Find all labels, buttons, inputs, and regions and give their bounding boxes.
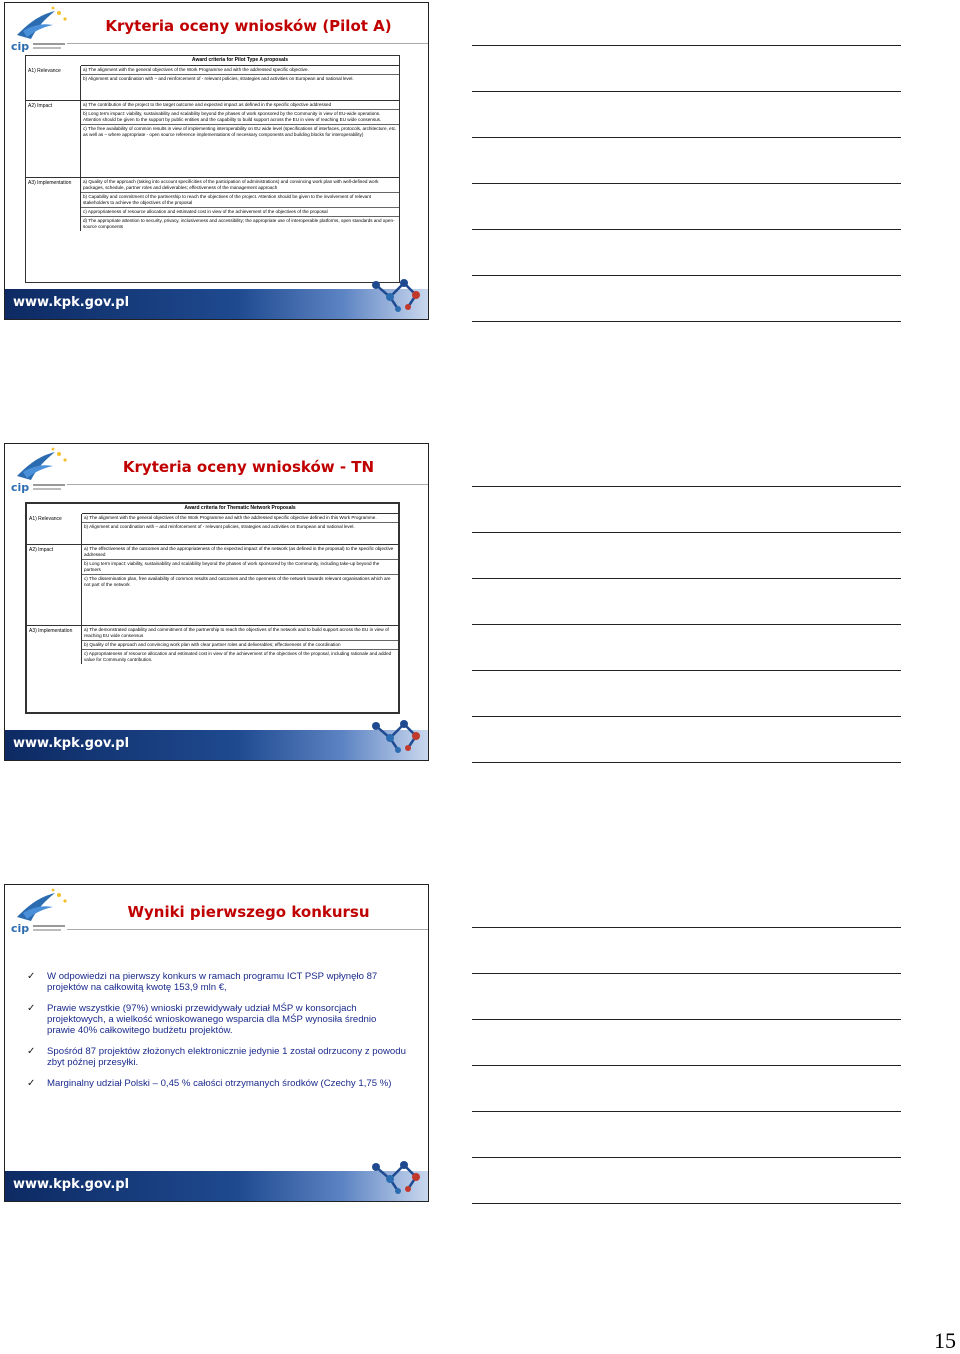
note-line xyxy=(472,670,901,671)
criteria-section-label: A3) Implementation xyxy=(27,626,82,664)
criteria-section xyxy=(27,514,398,545)
criteria-item: b) Capability and commitment of the partnership to reach the objectives of the project. Attention should be given to the involvement of relevant stakeholders to achieve the objectives of the proposal xyxy=(81,193,399,208)
note-line xyxy=(472,624,901,625)
note-line xyxy=(472,91,901,92)
note-line xyxy=(472,137,901,138)
criteria-section-label: A1) Relevance xyxy=(27,514,82,544)
slide-footer xyxy=(5,730,428,760)
note-line xyxy=(472,229,901,230)
note-line xyxy=(472,183,901,184)
svg-text:cip: cip xyxy=(11,40,30,53)
criteria-section xyxy=(27,626,398,664)
criteria-item: a) The alignment with the general objectives of the Work Programme and with the addressed specific objective defined in this Work Programme. xyxy=(82,514,398,523)
check-icon: ✓ xyxy=(27,1046,36,1057)
criteria-section xyxy=(26,101,399,178)
bullet-item xyxy=(27,1003,407,1036)
results-bullet-list xyxy=(27,971,407,1099)
criteria-table-header: Award criteria for Pilot Type A proposals xyxy=(81,56,399,66)
criteria-item: c) The dissemination plan, free availability of common results and outcomes and the openness of the network towards relevant organisations which are not part of the network xyxy=(84,576,391,587)
footer-url[interactable]: www.kpk.gov.pl xyxy=(13,1177,130,1192)
note-line xyxy=(472,1111,901,1112)
criteria-item: c) Appropriateness of resource allocation and estimated cost in view of the achievement of the objectives of the proposal, including rationale and added value for Community contribution. xyxy=(84,651,392,662)
criteria-section-label: A3) Implementation xyxy=(26,178,81,231)
note-line xyxy=(472,1157,901,1158)
criteria-section xyxy=(26,66,399,101)
title-divider xyxy=(67,43,428,44)
criteria-item: b) Alignment and coordination with – and reinforcement of - relevant policies, strategies and activities on European and national level. xyxy=(83,76,354,81)
criteria-table xyxy=(25,55,400,283)
svg-text:cip: cip xyxy=(11,922,30,935)
bullet-text: W odpowiedzi na pierwszy konkurs w ramach programu ICT PSP wpłynęło 87 projektów na całkowitą kwotę 153,9 mln €, xyxy=(47,971,378,993)
criteria-item: a) The contribution of the project to the target outcome and expected impact as defined in the specific objective addressed xyxy=(81,101,399,110)
bullet-text: Prawie wszystkie (97%) wnioski przewidywały udział MŚP w konsorcjach projektowych, a wielkość wnioskowanego wsparcia dla MŚP wynosiła średnio prawie 40% całkowitego budżetu projektów. xyxy=(47,1003,377,1036)
slide-pilot-a xyxy=(4,2,429,320)
title-divider xyxy=(67,484,428,485)
page-number: 15 xyxy=(934,1328,956,1353)
note-line xyxy=(472,532,901,533)
criteria-item: a) The demonstrated capability and commitment of the partnership to reach the objectives of the network and to build support across the EU in view of reaching EU wide consensus xyxy=(82,626,398,641)
criteria-item: b) Alignment and coordination with – and reinforcement of - relevant policies, strategies and activities on European and national level. xyxy=(84,524,355,529)
bullet-text: Marginalny udział Polski – 0,45 % całości otrzymanych środków (Czechy 1,75 %) xyxy=(47,1078,392,1089)
slide-title: Kryteria oceny wniosków (Pilot A) xyxy=(105,17,392,35)
note-line xyxy=(472,321,901,322)
bullet-item xyxy=(27,1078,407,1089)
criteria-item: a) Quality of the approach (taking into account specificities of the participation of administrations) and convincing work plan with well-defined work packages, schedule, partner roles and deliverables; effectiveness of the management approach xyxy=(81,178,399,193)
note-line xyxy=(472,275,901,276)
note-line xyxy=(472,762,901,763)
note-line xyxy=(472,1019,901,1020)
criteria-item: b) Long term impact: viability, sustainability and scalability beyond the phases of work sponsored by the Community in view of EU-wide operations. Attention should be given to the support by public entities and the capability to build support across the EU in view of reaching EU wide consensus. xyxy=(81,110,399,125)
note-line xyxy=(472,1203,901,1204)
criteria-section xyxy=(26,178,399,231)
note-line xyxy=(472,973,901,974)
criteria-item: c) Appropriateness of resource allocation and estimated cost in view of the achievement of the objectives of the proposal xyxy=(81,208,399,217)
title-divider xyxy=(67,929,428,930)
note-line xyxy=(472,927,901,928)
note-line xyxy=(472,716,901,717)
slide-footer xyxy=(5,1171,428,1201)
check-icon: ✓ xyxy=(27,1078,36,1089)
footer-url[interactable]: www.kpk.gov.pl xyxy=(13,295,130,310)
criteria-section-label: A1) Relevance xyxy=(26,66,81,100)
criteria-section xyxy=(27,545,398,626)
criteria-item: c) The free availability of common results in view of implementing interoperability on EU wide level (specifications of interfaces, protocols, architecture, etc. as well as – where appropriate - open source reference implementations of necessary components and building blocks for interoperability) xyxy=(83,126,397,137)
bullet-item xyxy=(27,971,407,993)
molecule-network-icon xyxy=(368,1157,428,1197)
criteria-item: a) The alignment with the general objectives of the Work Programme and with the addressed specific objective. xyxy=(81,66,399,75)
criteria-item: a) The effectiveness of the outcomes and the appropriateness of the expected impact of the network (as defined in the proposal) to the specific objective addressed xyxy=(82,545,398,560)
check-icon: ✓ xyxy=(27,971,36,982)
slide-first-call-results xyxy=(4,884,429,1202)
note-line xyxy=(472,45,901,46)
note-line xyxy=(472,486,901,487)
criteria-table-header: Award criteria for Thematic Network Proposals xyxy=(82,504,398,514)
molecule-network-icon xyxy=(368,716,428,756)
molecule-network-icon xyxy=(368,275,428,315)
cip-logo-icon xyxy=(9,446,71,496)
slide-thematic-network xyxy=(4,443,429,761)
criteria-section-label: A2) Impact xyxy=(26,101,81,177)
slide-footer xyxy=(5,289,428,319)
cip-logo-icon xyxy=(9,5,71,55)
slide-title: Wyniki pierwszego konkursu xyxy=(127,903,370,921)
bullet-item xyxy=(27,1046,407,1068)
svg-text:cip: cip xyxy=(11,481,30,494)
criteria-item: b) Long term impact: viability, sustainability and scalability beyond the phases of work sponsored by the Community, including take-up beyond the partners xyxy=(82,560,398,575)
criteria-section-label: A2) Impact xyxy=(27,545,82,625)
note-line xyxy=(472,1065,901,1066)
criteria-table xyxy=(25,502,400,714)
footer-url[interactable]: www.kpk.gov.pl xyxy=(13,736,130,751)
note-line xyxy=(472,578,901,579)
bullet-text: Spośród 87 projektów złożonych elektronicznie jedynie 1 został odrzucony z powodu zbyt późnej przesyłki. xyxy=(47,1046,406,1068)
slide-title: Kryteria oceny wniosków - TN xyxy=(122,458,375,476)
check-icon: ✓ xyxy=(27,1003,36,1014)
criteria-item: d) The appropriate attention to security, privacy, inclusiveness and accessibility; the appropriate use of interoperable platforms, open standards and open-source components xyxy=(83,218,395,229)
criteria-item: b) Quality of the approach and convincing work plan with clear partner roles and deliverables; effectiveness of the coordination xyxy=(82,641,398,650)
cip-logo-icon xyxy=(9,887,71,937)
